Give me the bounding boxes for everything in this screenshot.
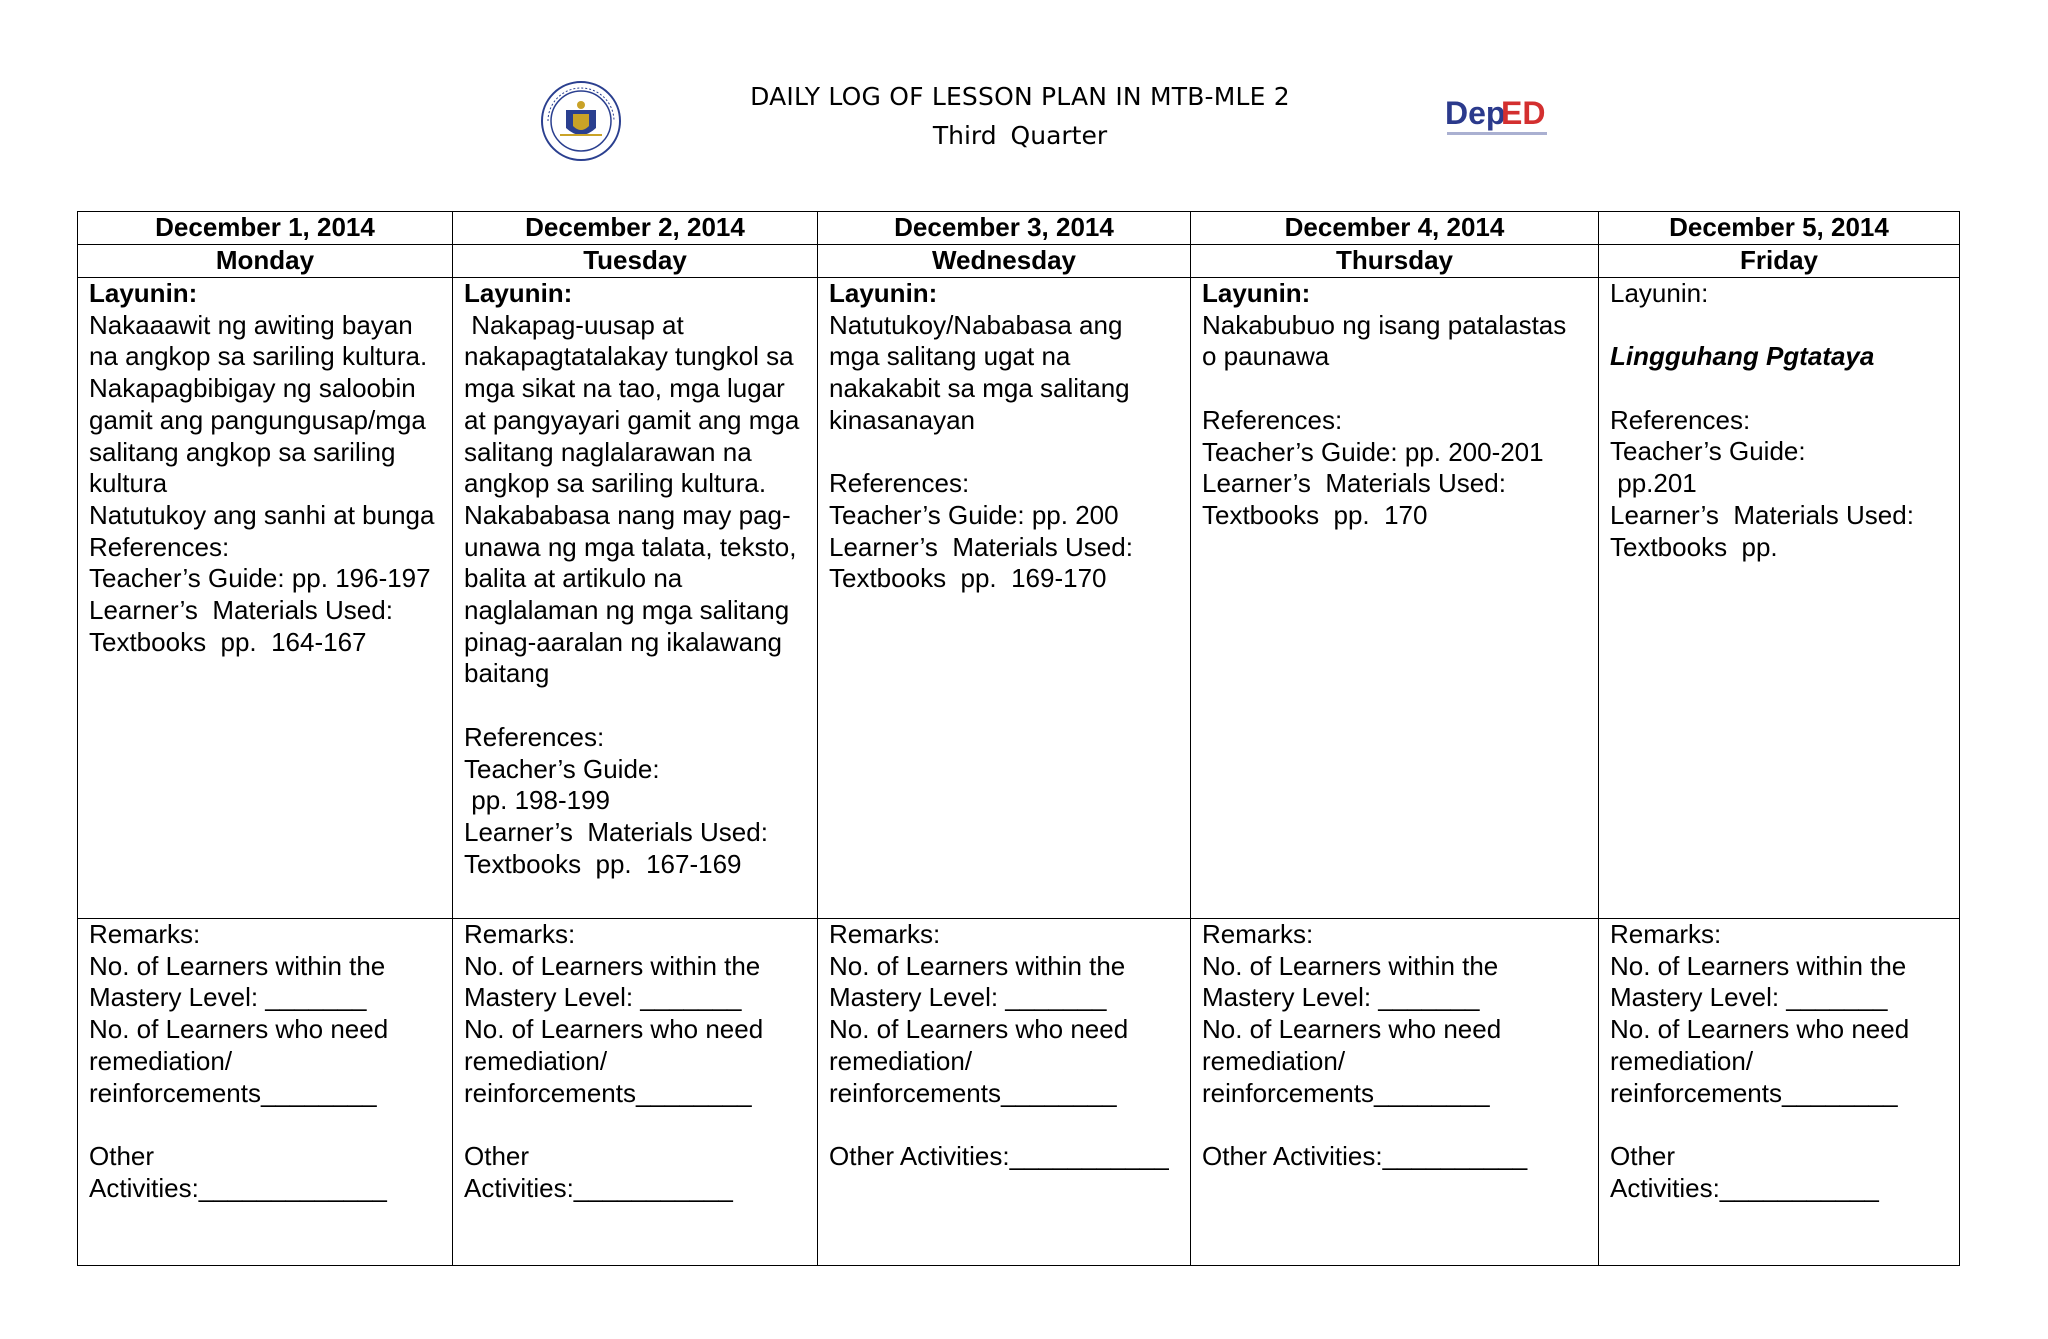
references-line: Learner’s Materials Used:: [829, 531, 1133, 562]
spacer: [1202, 373, 1587, 405]
remarks-line: No. of Learners who need: [1610, 1014, 1910, 1045]
remarks-line: Mastery Level: _______: [464, 982, 742, 1013]
remarks-line: Mastery Level: _______: [1610, 982, 1888, 1013]
objectives-heading: Layunin:: [829, 278, 938, 308]
objective-line: balita at artikulo na: [464, 563, 683, 594]
references-line: Textbooks pp. 169-170: [829, 563, 1107, 594]
spacer: [464, 690, 806, 722]
objectives-cell-wednesday: [818, 278, 1191, 919]
objective-line: kultura: [89, 468, 168, 499]
references-line: References:: [829, 468, 970, 499]
other-activities-line: Other: [89, 1140, 155, 1171]
remarks-line: No. of Learners within the: [89, 950, 386, 981]
references-line: Learner’s Materials Used:: [1202, 468, 1506, 499]
objective-line: baitang: [464, 658, 550, 689]
objective-line: kinasanayan: [829, 404, 975, 435]
spacer: [1202, 1109, 1587, 1141]
remarks-cell-monday: [78, 919, 453, 1266]
spacer: [1610, 310, 1948, 342]
references-line: Teacher’s Guide: pp. 196-197: [89, 563, 431, 594]
remarks-line: No. of Learners who need: [464, 1014, 764, 1045]
lesson-plan-table: [77, 211, 1960, 1266]
day-cell-wednesday: Wednesday: [818, 245, 1191, 278]
references-line: References:: [1202, 404, 1343, 435]
remarks-line: No. of Learners within the: [1610, 950, 1907, 981]
other-activities-line: Other: [464, 1140, 530, 1171]
remarks-line: Remarks:: [464, 919, 576, 949]
date-cell-wednesday: December 3, 2014: [818, 212, 1191, 245]
other-activities-line: Other Activities:___________: [829, 1140, 1169, 1171]
remarks-line: reinforcements________: [464, 1077, 752, 1108]
date-cell-tuesday: December 2, 2014: [453, 212, 818, 245]
remarks-line: reinforcements________: [89, 1077, 377, 1108]
objective-line: pinag-aaralan ng ikalawang: [464, 626, 783, 657]
remarks-cell-thursday: [1191, 919, 1599, 1266]
remarks-line: Remarks:: [89, 919, 201, 949]
references-line: References:: [464, 721, 605, 752]
objective-line: na angkop sa sariling kultura.: [89, 341, 428, 372]
remarks-line: No. of Learners within the: [829, 950, 1126, 981]
remarks-cell-tuesday: [453, 919, 818, 1266]
objective-line: mga salitang ugat na: [829, 341, 1071, 372]
objective-line: Natutukoy/Nababasa ang: [829, 309, 1123, 340]
other-activities-line: Activities:_____________: [89, 1172, 387, 1203]
remarks-line: remediation/: [1202, 1045, 1346, 1076]
objectives-cell-tuesday: [453, 278, 818, 919]
objective-line: mga sikat na tao, mga lugar: [464, 373, 785, 404]
objectives-cell-thursday: [1191, 278, 1599, 919]
remarks-line: Remarks:: [1610, 919, 1722, 949]
remarks-line: reinforcements________: [1202, 1077, 1490, 1108]
references-line: pp. 198-199: [464, 785, 611, 816]
remarks-line: No. of Learners who need: [89, 1014, 389, 1045]
day-cell-friday: Friday: [1599, 245, 1960, 278]
spacer: [829, 437, 1179, 469]
objectives-cell-friday: [1599, 278, 1960, 919]
remarks-line: No. of Learners within the: [464, 950, 761, 981]
objective-line: angkop sa sariling kultura.: [464, 468, 767, 499]
remarks-line: No. of Learners within the: [1202, 950, 1499, 981]
remarks-line: Mastery Level: _______: [829, 982, 1107, 1013]
spacer: [89, 1109, 441, 1141]
references-line: References:: [1610, 404, 1751, 435]
references-line: pp.201: [1610, 468, 1697, 499]
references-line: Teacher’s Guide: pp. 200-201: [1202, 436, 1544, 467]
title-block: [700, 82, 1340, 150]
day-row: [78, 245, 1960, 278]
remarks-line: Remarks:: [829, 919, 941, 949]
date-cell-thursday: December 4, 2014: [1191, 212, 1599, 245]
remarks-line: Mastery Level: _______: [89, 982, 367, 1013]
day-cell-thursday: Thursday: [1191, 245, 1599, 278]
objective-line: salitang angkop sa sariling: [89, 436, 396, 467]
weekly-assessment-label: Lingguhang Pgtataya: [1610, 341, 1875, 372]
objective-line: at pangyayari gamit ang mga: [464, 404, 800, 435]
objective-line: Nakababasa nang may pag-: [464, 499, 791, 530]
objectives-heading: Layunin:: [1202, 278, 1311, 308]
references-line: Learner’s Materials Used:: [89, 595, 393, 626]
objective-line: Nakapagbibigay ng saloobin: [89, 373, 416, 404]
objectives-heading: Layunin:: [1610, 278, 1709, 308]
references-line: References:: [89, 531, 230, 562]
spacer: [1610, 1109, 1948, 1141]
objectives-heading: Layunin:: [464, 278, 573, 308]
references-line: Learner’s Materials Used:: [464, 816, 768, 847]
document-header: [0, 0, 2048, 200]
objective-line: naglalaman ng mga salitang: [464, 595, 790, 626]
remarks-cell-friday: [1599, 919, 1960, 1266]
day-cell-tuesday: Tuesday: [453, 245, 818, 278]
remarks-line: Mastery Level: _______: [1202, 982, 1480, 1013]
spacer: [464, 1109, 806, 1141]
svg-text:Dep: Dep: [1445, 95, 1506, 131]
date-cell-friday: December 5, 2014: [1599, 212, 1960, 245]
references-line: Teacher’s Guide: pp. 200: [829, 499, 1119, 530]
document-title: DAILY LOG OF LESSON PLAN IN MTB-MLE 2: [750, 82, 1290, 111]
objectives-heading: Layunin:: [89, 278, 198, 308]
objective-line: Nakapag-uusap at: [464, 309, 684, 340]
remarks-line: remediation/: [829, 1045, 973, 1076]
remarks-line: remediation/: [1610, 1045, 1754, 1076]
remarks-line: remediation/: [89, 1045, 233, 1076]
deped-seal-icon: [540, 80, 622, 162]
deped-logo-icon: [1443, 88, 1553, 148]
objective-line: salitang naglalarawan na: [464, 436, 752, 467]
objective-line: gamit ang pangungusap/mga: [89, 404, 426, 435]
other-activities-line: Other Activities:__________: [1202, 1140, 1528, 1171]
other-activities-line: Activities:___________: [1610, 1172, 1879, 1203]
references-line: Textbooks pp. 167-169: [464, 848, 742, 879]
references-line: Teacher’s Guide:: [1610, 436, 1806, 467]
references-line: Learner’s Materials Used:: [1610, 499, 1914, 530]
objective-line: o paunawa: [1202, 341, 1330, 372]
remarks-line: remediation/: [464, 1045, 608, 1076]
remarks-cell-wednesday: [818, 919, 1191, 1266]
spacer: [1610, 373, 1948, 405]
document-subtitle: Third Quarter: [932, 121, 1108, 150]
remarks-line: reinforcements________: [1610, 1077, 1898, 1108]
svg-text:ED: ED: [1501, 95, 1546, 131]
day-cell-monday: Monday: [78, 245, 453, 278]
remarks-line: reinforcements________: [829, 1077, 1117, 1108]
objective-line: unawa ng mga talata, teksto,: [464, 531, 797, 562]
references-line: Textbooks pp. 164-167: [89, 626, 367, 657]
objective-line: Nakabubuo ng isang patalastas: [1202, 309, 1567, 340]
references-line: Textbooks pp. 170: [1202, 499, 1428, 530]
objective-line: nakakabit sa mga salitang: [829, 373, 1130, 404]
date-cell-monday: December 1, 2014: [78, 212, 453, 245]
objective-line: nakapagtatalakay tungkol sa: [464, 341, 794, 372]
other-activities-line: Activities:___________: [464, 1172, 733, 1203]
date-row: [78, 212, 1960, 245]
references-line: Teacher’s Guide:: [464, 753, 660, 784]
objective-line: Natutukoy ang sanhi at bunga: [89, 499, 435, 530]
objectives-cell-monday: [78, 278, 453, 919]
references-line: Textbooks pp.: [1610, 531, 1778, 562]
remarks-line: No. of Learners who need: [829, 1014, 1129, 1045]
remarks-row: [78, 919, 1960, 1266]
remarks-line: No. of Learners who need: [1202, 1014, 1502, 1045]
objectives-row: [78, 278, 1960, 919]
spacer: [829, 1109, 1179, 1141]
remarks-line: Remarks:: [1202, 919, 1314, 949]
other-activities-line: Other: [1610, 1140, 1676, 1171]
objective-line: Nakaaawit ng awiting bayan: [89, 309, 413, 340]
